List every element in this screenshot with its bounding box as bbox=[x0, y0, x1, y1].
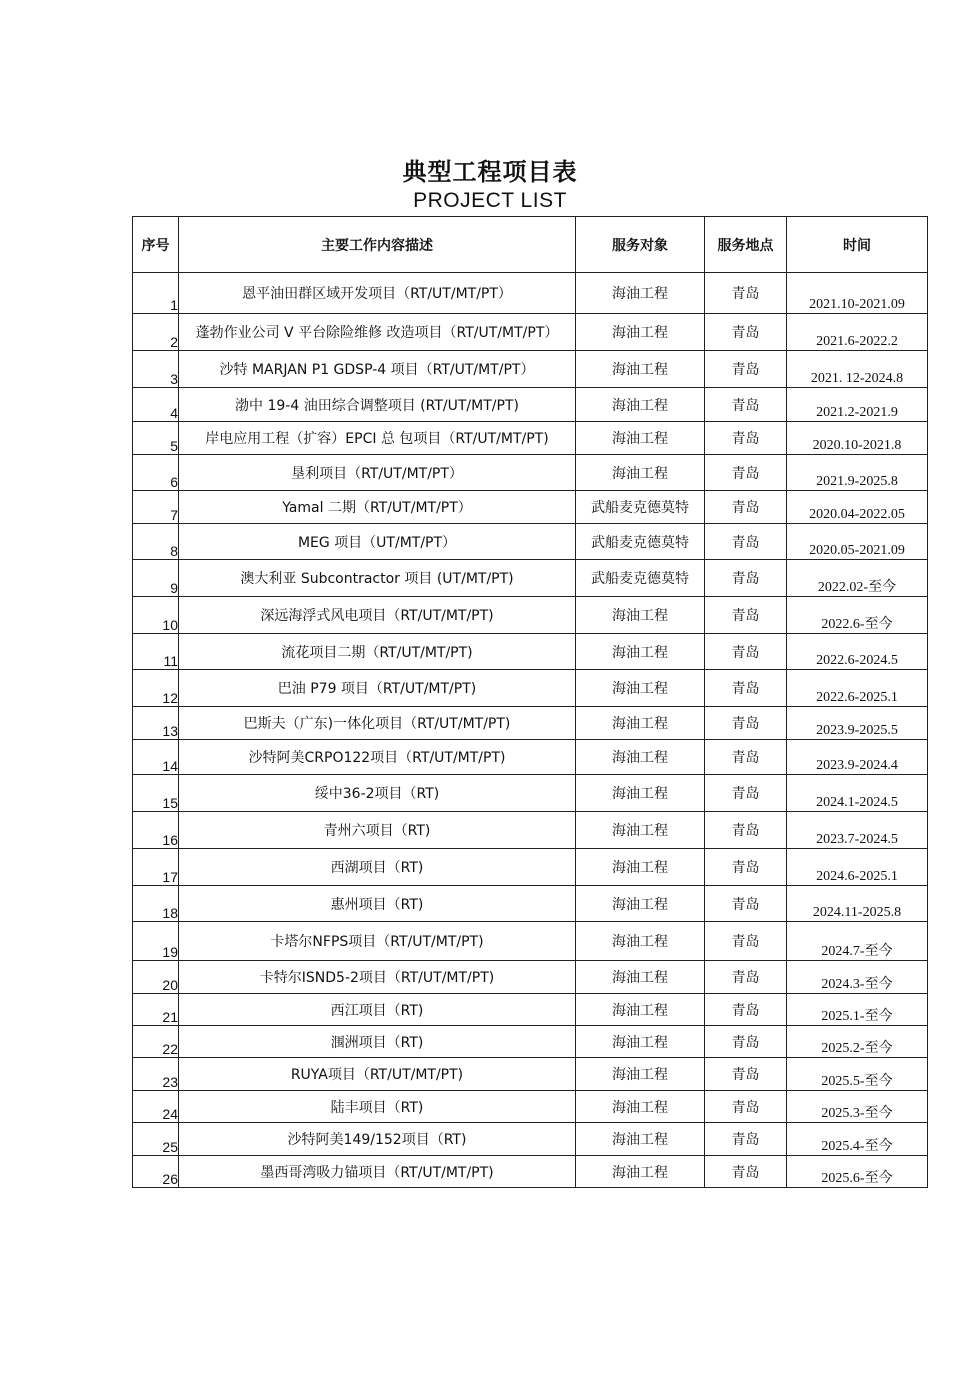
project-period: 2022.6-2025.1 bbox=[787, 670, 928, 707]
table-row bbox=[133, 775, 928, 812]
project-period: 2025.6-至今 bbox=[787, 1156, 928, 1188]
project-period: 2024.3-至今 bbox=[787, 961, 928, 994]
service-client: 海油工程 bbox=[576, 273, 705, 314]
project-period: 2022.6-2024.5 bbox=[787, 634, 928, 670]
project-description: 沙特阿美149/152项目（RT) bbox=[179, 1123, 576, 1156]
project-description: 青州六项目（RT) bbox=[179, 812, 576, 849]
service-client: 武船麦克德莫特 bbox=[576, 560, 705, 597]
service-client: 海油工程 bbox=[576, 961, 705, 994]
table-row bbox=[133, 422, 928, 455]
row-number: 16 bbox=[133, 812, 179, 849]
service-location: 青岛 bbox=[705, 422, 787, 455]
table-row bbox=[133, 1123, 928, 1156]
project-description: 陆丰项目（RT) bbox=[179, 1091, 576, 1123]
service-client: 海油工程 bbox=[576, 1091, 705, 1123]
project-description: 沙特阿美CRPO122项目（RT/UT/MT/PT) bbox=[179, 740, 576, 775]
service-location: 青岛 bbox=[705, 886, 787, 922]
table-row bbox=[133, 1091, 928, 1123]
project-period: 2021.6-2022.2 bbox=[787, 314, 928, 351]
service-location: 青岛 bbox=[705, 1123, 787, 1156]
header-desc: 主要工作内容描述 bbox=[179, 217, 576, 273]
project-description: 西江项目（RT) bbox=[179, 994, 576, 1026]
service-location: 青岛 bbox=[705, 740, 787, 775]
row-number: 2 bbox=[133, 314, 179, 351]
row-number: 25 bbox=[133, 1123, 179, 1156]
project-list-table bbox=[132, 216, 928, 1188]
row-number: 20 bbox=[133, 961, 179, 994]
row-number: 10 bbox=[133, 597, 179, 634]
row-number: 11 bbox=[133, 634, 179, 670]
service-client: 海油工程 bbox=[576, 388, 705, 422]
project-description: 渤中 19-4 油田综合调整项目 (RT/UT/MT/PT) bbox=[179, 388, 576, 422]
service-location: 青岛 bbox=[705, 961, 787, 994]
service-location: 青岛 bbox=[705, 849, 787, 886]
service-client: 海油工程 bbox=[576, 740, 705, 775]
service-client: 海油工程 bbox=[576, 314, 705, 351]
project-description: 巴油 P79 项目（RT/UT/MT/PT) bbox=[179, 670, 576, 707]
service-location: 青岛 bbox=[705, 491, 787, 524]
project-description: 岸电应用工程（扩容）EPCI 总 包项目（RT/UT/MT/PT) bbox=[179, 422, 576, 455]
project-description: 惠州项目（RT) bbox=[179, 886, 576, 922]
page-title: 典型工程项目表 bbox=[402, 158, 578, 186]
project-period: 2024.1-2024.5 bbox=[787, 775, 928, 812]
table-body bbox=[133, 273, 928, 1188]
row-number: 15 bbox=[133, 775, 179, 812]
row-number: 8 bbox=[133, 524, 179, 560]
project-period: 2022.02-至今 bbox=[787, 560, 928, 597]
service-location: 青岛 bbox=[705, 994, 787, 1026]
header-no: 序号 bbox=[133, 217, 179, 273]
project-period: 2021. 12-2024.8 bbox=[787, 351, 928, 388]
project-description: 恩平油田群区域开发项目（RT/UT/MT/PT） bbox=[179, 273, 576, 314]
row-number: 13 bbox=[133, 707, 179, 740]
service-client: 海油工程 bbox=[576, 1123, 705, 1156]
service-location: 青岛 bbox=[705, 670, 787, 707]
table-row bbox=[133, 597, 928, 634]
service-client: 海油工程 bbox=[576, 670, 705, 707]
service-location: 青岛 bbox=[705, 351, 787, 388]
project-description: 深远海浮式风电项目（RT/UT/MT/PT) bbox=[179, 597, 576, 634]
project-period: 2020.05-2021.09 bbox=[787, 524, 928, 560]
table-header-row bbox=[133, 217, 928, 273]
service-location: 青岛 bbox=[705, 634, 787, 670]
table-row bbox=[133, 961, 928, 994]
project-description: 涠洲项目（RT) bbox=[179, 1026, 576, 1058]
project-period: 2021.10-2021.09 bbox=[787, 273, 928, 314]
row-number: 22 bbox=[133, 1026, 179, 1058]
row-number: 18 bbox=[133, 886, 179, 922]
project-period: 2023.7-2024.5 bbox=[787, 812, 928, 849]
project-description: 垦利项目（RT/UT/MT/PT） bbox=[179, 455, 576, 491]
table-row bbox=[133, 1156, 928, 1188]
service-client: 海油工程 bbox=[576, 922, 705, 961]
page-subtitle: PROJECT LIST bbox=[413, 189, 567, 212]
project-description: Yamal 二期（RT/UT/MT/PT） bbox=[179, 491, 576, 524]
service-client: 海油工程 bbox=[576, 812, 705, 849]
row-number: 14 bbox=[133, 740, 179, 775]
project-description: 流花项目二期（RT/UT/MT/PT) bbox=[179, 634, 576, 670]
row-number: 12 bbox=[133, 670, 179, 707]
header-period: 时间 bbox=[787, 217, 928, 273]
table-row bbox=[133, 886, 928, 922]
service-location: 青岛 bbox=[705, 388, 787, 422]
service-client: 海油工程 bbox=[576, 886, 705, 922]
row-number: 3 bbox=[133, 351, 179, 388]
service-location: 青岛 bbox=[705, 455, 787, 491]
project-period: 2023.9-2024.4 bbox=[787, 740, 928, 775]
table-row bbox=[133, 1058, 928, 1091]
table-row bbox=[133, 994, 928, 1026]
project-period: 2025.5-至今 bbox=[787, 1058, 928, 1091]
service-location: 青岛 bbox=[705, 560, 787, 597]
table-row bbox=[133, 524, 928, 560]
table-row bbox=[133, 707, 928, 740]
service-location: 青岛 bbox=[705, 775, 787, 812]
project-description: 卡塔尔NFPS项目（RT/UT/MT/PT) bbox=[179, 922, 576, 961]
project-description: 卡特尔ISND5-2项目（RT/UT/MT/PT) bbox=[179, 961, 576, 994]
project-description: 墨西哥湾吸力锚项目（RT/UT/MT/PT) bbox=[179, 1156, 576, 1188]
project-period: 2020.10-2021.8 bbox=[787, 422, 928, 455]
row-number: 19 bbox=[133, 922, 179, 961]
service-client: 海油工程 bbox=[576, 422, 705, 455]
service-location: 青岛 bbox=[705, 1058, 787, 1091]
row-number: 24 bbox=[133, 1091, 179, 1123]
table-row bbox=[133, 812, 928, 849]
header-client: 服务对象 bbox=[576, 217, 705, 273]
project-period: 2025.1-至今 bbox=[787, 994, 928, 1026]
table-row bbox=[133, 560, 928, 597]
project-period: 2025.2-至今 bbox=[787, 1026, 928, 1058]
project-description: 绥中36-2项目（RT) bbox=[179, 775, 576, 812]
row-number: 1 bbox=[133, 273, 179, 314]
row-number: 4 bbox=[133, 388, 179, 422]
row-number: 21 bbox=[133, 994, 179, 1026]
service-location: 青岛 bbox=[705, 314, 787, 351]
service-location: 青岛 bbox=[705, 1026, 787, 1058]
service-location: 青岛 bbox=[705, 597, 787, 634]
service-client: 海油工程 bbox=[576, 1058, 705, 1091]
table-row bbox=[133, 740, 928, 775]
service-client: 海油工程 bbox=[576, 775, 705, 812]
service-location: 青岛 bbox=[705, 922, 787, 961]
table-row bbox=[133, 455, 928, 491]
project-period: 2021.9-2025.8 bbox=[787, 455, 928, 491]
table-row bbox=[133, 314, 928, 351]
row-number: 5 bbox=[133, 422, 179, 455]
table-row bbox=[133, 388, 928, 422]
table-row bbox=[133, 491, 928, 524]
service-client: 海油工程 bbox=[576, 707, 705, 740]
row-number: 17 bbox=[133, 849, 179, 886]
service-client: 武船麦克德莫特 bbox=[576, 491, 705, 524]
service-client: 海油工程 bbox=[576, 455, 705, 491]
service-location: 青岛 bbox=[705, 1156, 787, 1188]
table-row bbox=[133, 634, 928, 670]
table-row bbox=[133, 670, 928, 707]
project-description: 沙特 MARJAN P1 GDSP-4 项目（RT/UT/MT/PT） bbox=[179, 351, 576, 388]
service-location: 青岛 bbox=[705, 812, 787, 849]
project-period: 2024.6-2025.1 bbox=[787, 849, 928, 886]
project-description: 巴斯夫（广东)一体化项目（RT/UT/MT/PT) bbox=[179, 707, 576, 740]
table-row bbox=[133, 849, 928, 886]
project-period: 2025.4-至今 bbox=[787, 1123, 928, 1156]
project-period: 2020.04-2022.05 bbox=[787, 491, 928, 524]
row-number: 7 bbox=[133, 491, 179, 524]
service-location: 青岛 bbox=[705, 707, 787, 740]
service-location: 青岛 bbox=[705, 524, 787, 560]
row-number: 23 bbox=[133, 1058, 179, 1091]
service-location: 青岛 bbox=[705, 1091, 787, 1123]
service-client: 海油工程 bbox=[576, 597, 705, 634]
project-description: RUYA项目（RT/UT/MT/PT) bbox=[179, 1058, 576, 1091]
table-row bbox=[133, 351, 928, 388]
project-period: 2021.2-2021.9 bbox=[787, 388, 928, 422]
service-client: 海油工程 bbox=[576, 1156, 705, 1188]
service-client: 海油工程 bbox=[576, 351, 705, 388]
header-place: 服务地点 bbox=[705, 217, 787, 273]
row-number: 6 bbox=[133, 455, 179, 491]
service-client: 海油工程 bbox=[576, 1026, 705, 1058]
project-description: 蓬勃作业公司 V 平台除险维修 改造项目（RT/UT/MT/PT） bbox=[179, 314, 576, 351]
project-description: 澳大利亚 Subcontractor 项目 (UT/MT/PT) bbox=[179, 560, 576, 597]
row-number: 26 bbox=[133, 1156, 179, 1188]
row-number: 9 bbox=[133, 560, 179, 597]
service-client: 海油工程 bbox=[576, 994, 705, 1026]
service-client: 武船麦克德莫特 bbox=[576, 524, 705, 560]
table-row bbox=[133, 1026, 928, 1058]
service-location: 青岛 bbox=[705, 273, 787, 314]
project-period: 2022.6-至今 bbox=[787, 597, 928, 634]
project-description: 西湖项目（RT) bbox=[179, 849, 576, 886]
table-row bbox=[133, 273, 928, 314]
project-period: 2023.9-2025.5 bbox=[787, 707, 928, 740]
service-client: 海油工程 bbox=[576, 634, 705, 670]
service-client: 海油工程 bbox=[576, 849, 705, 886]
project-period: 2024.11-2025.8 bbox=[787, 886, 928, 922]
table-row bbox=[133, 922, 928, 961]
project-period: 2024.7-至今 bbox=[787, 922, 928, 961]
project-period: 2025.3-至今 bbox=[787, 1091, 928, 1123]
project-description: MEG 项目（UT/MT/PT） bbox=[179, 524, 576, 560]
